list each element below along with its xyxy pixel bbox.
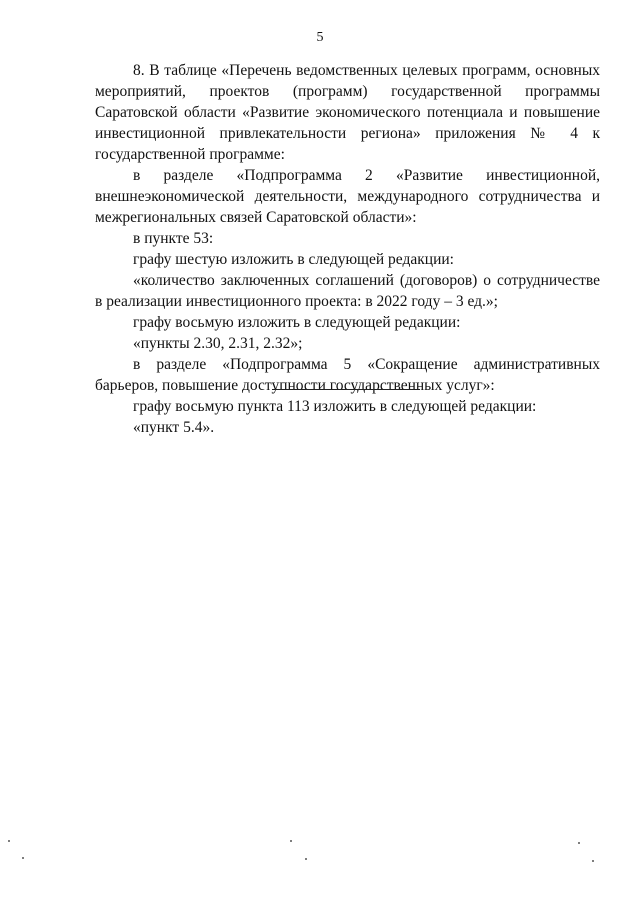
- scan-speck: [22, 857, 24, 859]
- scan-speck: [8, 840, 10, 842]
- paragraph-point-113-text: «пункт 5.4».: [133, 419, 215, 436]
- paragraph-column-eight-text: «пункты 2.30, 2.31, 2.32»;: [133, 335, 303, 352]
- end-separator-line: [272, 389, 420, 390]
- scan-speck: [305, 858, 307, 860]
- document-body: [95, 60, 600, 438]
- scan-speck: [578, 842, 580, 844]
- paragraph-point-113-instruction: графу восьмую пункта 113 изложить в следующей редакции:: [133, 398, 537, 415]
- paragraph-column-six-instruction: графу шестую изложить в следующей редакции:: [133, 251, 454, 268]
- paragraph-point-53: в пункте 53:: [133, 230, 214, 247]
- page-number: 5: [316, 30, 324, 45]
- scan-speck: [592, 860, 594, 862]
- scan-speck: [290, 840, 292, 842]
- paragraph-column-six-text: «количество заключенных соглашений (договоров) о сотрудничестве в реализации инвестиционного проекта: в 2022 году – 3 ед.»;: [95, 272, 600, 310]
- paragraph-item-8: 8. В таблице «Перечень ведомственных целевых программ, основных мероприятий, проектов (программ) государственной программы Саратовской области «Развитие экономического потенциала и повышение инвестиционной привлекательности региона» приложения № 4 к государственной программе:: [95, 62, 600, 163]
- paragraph-section-subprogram-5: в разделе «Подпрограмма 5 «Сокращение административных барьеров, повышение доступности государственных услуг»:: [95, 356, 600, 394]
- paragraph-section-subprogram-2: в разделе «Подпрограмма 2 «Развитие инвестиционной, внешнеэкономической деятельности, международного сотрудничества и межрегиональных связей Саратовской области»:: [95, 167, 600, 226]
- paragraph-column-eight-instruction: графу восьмую изложить в следующей редакции:: [133, 314, 461, 331]
